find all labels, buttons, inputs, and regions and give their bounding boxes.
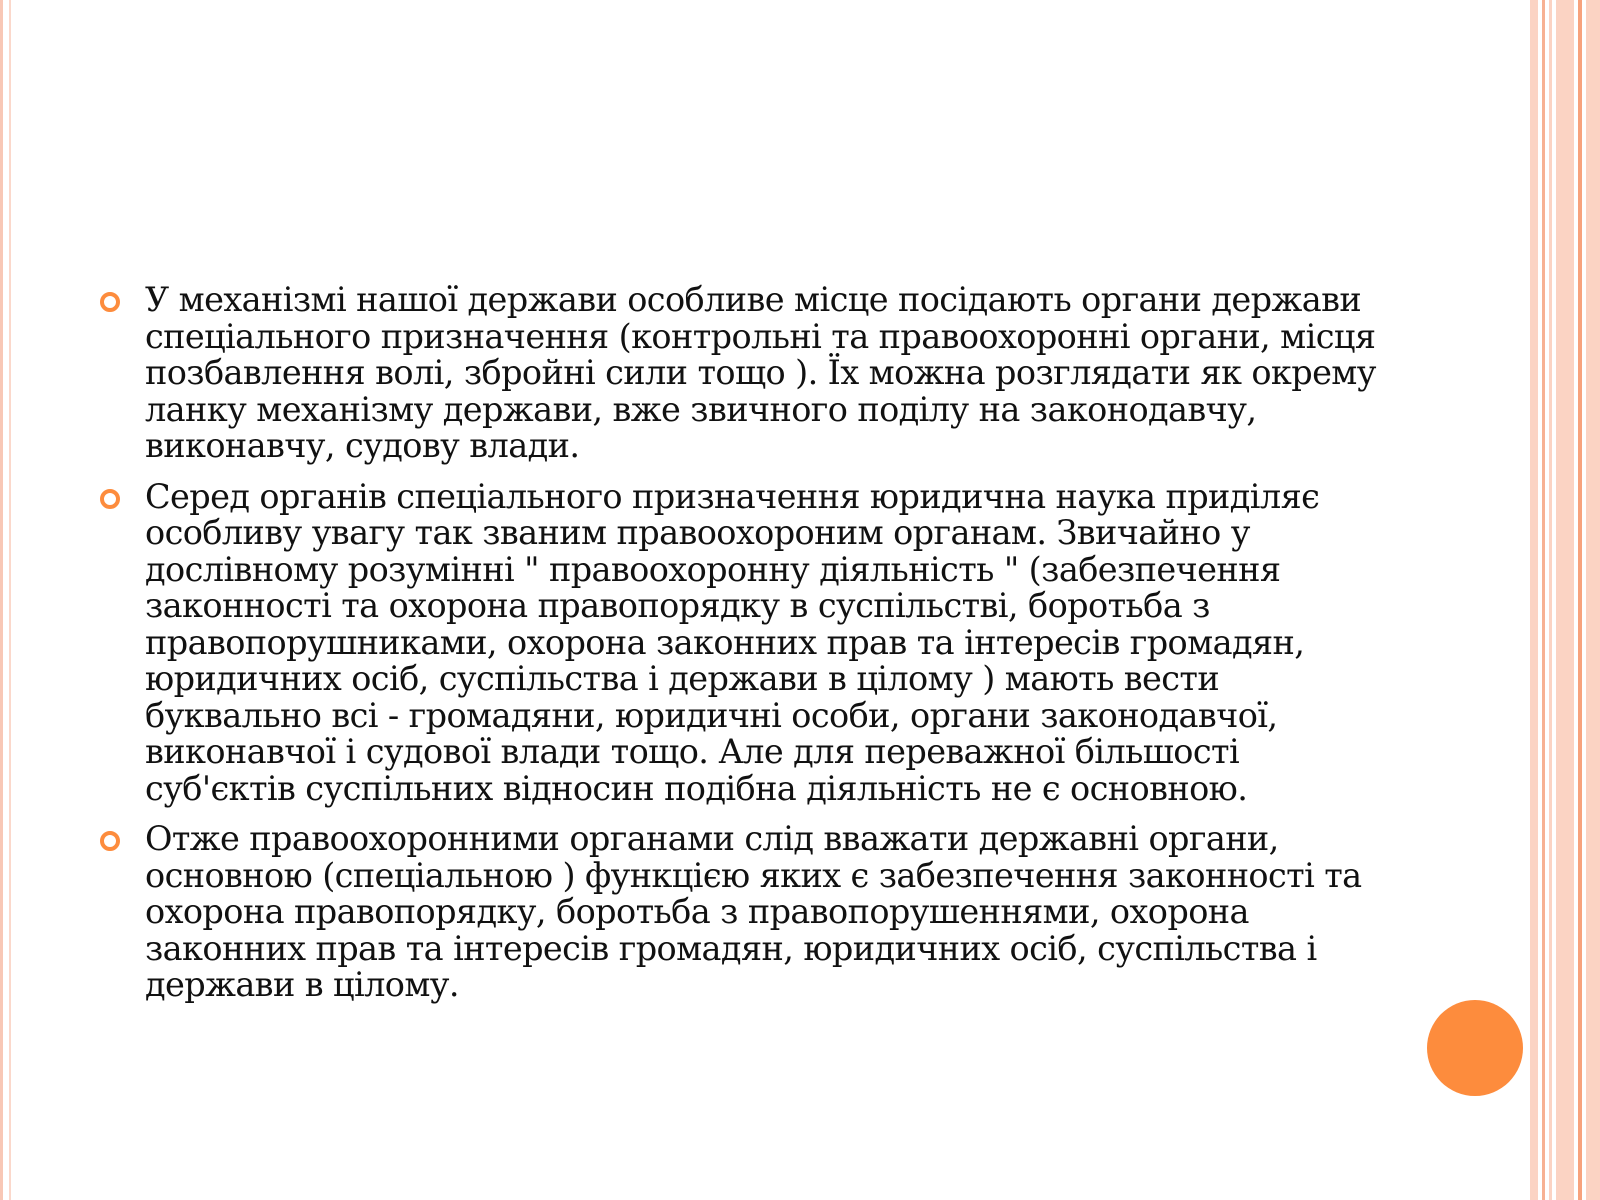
decorative-circle <box>1427 1000 1523 1096</box>
bullet-text-2: Серед органів спеціального призначення юридична наука приділяє особливу увагу так званим правоохороним органам. Звичайно у дослівному розумінні " правоохоронну діяльність " (забезпечення законності та охорона правопорядку в суспільстві, боротьба з правопорушниками, охорона законних прав та інтересів громадян, юридичних осіб, суспільства і держави в цілому ) мають вести буквально всі - громадяни, юридичні особи, органи законодавчої, виконавчої і судової влади тощо. Але для переважної більшості суб'єктів суспільних відносин подібна діяльність не є основною. <box>145 476 1320 808</box>
bullet-item-2 <box>100 476 1390 808</box>
bullet-text-3: Отже правоохоронними органами слід вважати державні органи, основною (спеціальною ) функцією яких є забезпечення законності та охорона правопорядку, боротьба з правопорушеннями, охорона законних прав та інтересів громадян, юридичних осіб, суспільства і держави в цілому. <box>145 819 1362 1004</box>
frame-line-right-6 <box>1586 0 1600 1200</box>
frame-line-right-2 <box>1542 0 1545 1200</box>
bullet-list <box>100 282 1390 1018</box>
frame-line-right-3 <box>1549 0 1552 1200</box>
frame-line-right-1 <box>1530 0 1538 1200</box>
ring-bullet-icon <box>100 489 120 509</box>
bullet-item-3 <box>100 821 1390 1004</box>
frame-line-right-5 <box>1578 0 1582 1200</box>
bullet-text-1: У механізмі нашої держави особливе місце посідають органи держави спеціального призначення (контрольні та правоохоронні органи, місця позбавлення волі, збройні сили тощо ). Їх можна розглядати як окрему ланку механізму держави, вже звичного поділу на законодавчу, виконавчу, судову влади. <box>145 280 1376 465</box>
ring-bullet-icon <box>100 292 120 312</box>
frame-line-right-4 <box>1556 0 1574 1200</box>
ring-bullet-icon <box>100 831 120 851</box>
frame-line-left-outer <box>0 0 3 1200</box>
frame-line-left-inner <box>9 0 11 1200</box>
bullet-item-1 <box>100 282 1390 465</box>
